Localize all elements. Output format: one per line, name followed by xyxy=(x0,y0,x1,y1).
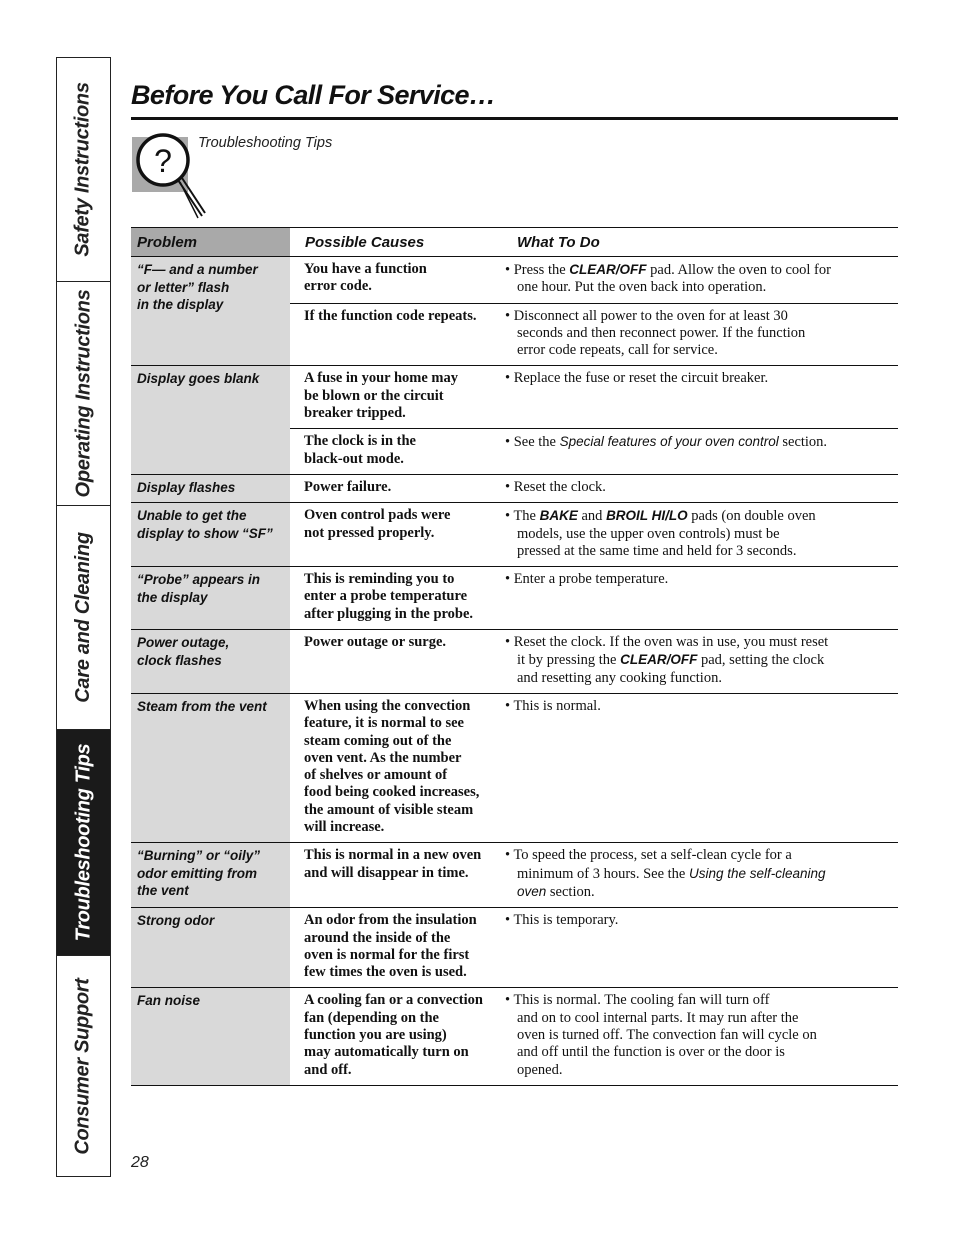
tab-label: Care and Cleaning xyxy=(72,532,94,703)
table-row xyxy=(131,257,898,366)
table-body xyxy=(131,257,898,1086)
cause-row xyxy=(290,630,898,693)
problem-cell: Display flashes xyxy=(131,475,290,502)
cause-row xyxy=(290,843,898,907)
cause-row xyxy=(290,694,898,842)
table-row xyxy=(131,630,898,694)
svg-text:?: ? xyxy=(154,143,172,179)
table-row xyxy=(131,908,898,988)
problem-cell: “F— and a number or letter” flash in the display xyxy=(131,257,290,365)
what-to-do-cell: • Press the CLEAR/OFF pad. Allow the oven to cool for one hour. Put the oven back into operation. xyxy=(505,262,831,296)
possible-cause-cell: A cooling fan or a convection fan (depending on the function you are using) may automatically turn on and off. xyxy=(304,992,483,1078)
what-to-do-cell: • Reset the clock. If the oven was in use, you must reset it by pressing the CLEAR/OFF pad, setting the clock and resetting any cooking function. xyxy=(505,634,829,686)
what-to-do-cell: • The BAKE and BROIL HI/LO pads (on double oven models, use the upper oven controls) must be pressed at the same time and held for 3 seconds. xyxy=(505,508,816,559)
possible-cause-cell: Power outage or surge. xyxy=(304,634,447,651)
cause-row xyxy=(290,428,898,474)
what-to-do-cell: • See the Special features of your oven control section. xyxy=(505,434,828,451)
tab-consumer-support[interactable] xyxy=(57,956,110,1176)
table-row xyxy=(131,567,898,630)
what-to-do-cell: • Enter a probe temperature. xyxy=(505,571,669,588)
possible-cause-cell: When using the convection feature, it is normal to see steam coming out of the oven vent. As the number of shelves or amount of food being cooked increases, the amount of visible steam will increase. xyxy=(304,697,480,836)
what-to-do-cell: • Reset the clock. xyxy=(505,478,606,495)
problem-cell: Strong odor xyxy=(131,908,290,987)
problem-cell: Power outage, clock flashes xyxy=(131,630,290,693)
tab-label: Troubleshooting Tips xyxy=(72,743,95,942)
header-possible-causes: Possible Causes xyxy=(305,233,425,251)
title-rule xyxy=(131,117,898,120)
what-to-do-cell: • To speed the process, set a self-clean cycle for a minimum of 3 hours. See the Using the self-cleaning oven section. xyxy=(505,847,826,900)
tab-care-and-cleaning[interactable] xyxy=(57,506,110,730)
possible-cause-cell: You have a function error code. xyxy=(304,261,427,295)
possible-cause-cell: If the function code repeats. xyxy=(304,307,477,324)
possible-cause-cell: This is normal in a new oven and will disappear in time. xyxy=(304,847,482,881)
troubleshooting-table xyxy=(131,227,898,1086)
side-tab-bar xyxy=(56,57,111,1177)
cause-row xyxy=(290,567,898,629)
section-subtitle: Troubleshooting Tips xyxy=(198,135,333,151)
table-row xyxy=(131,503,898,567)
possible-cause-cell: A fuse in your home may be blown or the circuit breaker tripped. xyxy=(304,370,459,422)
problem-cell: “Probe” appears in the display xyxy=(131,567,290,629)
page-number: 28 xyxy=(131,1154,149,1171)
cause-row xyxy=(290,303,898,366)
cause-row xyxy=(290,908,898,987)
possible-cause-cell: An odor from the insulation around the inside of the oven is normal for the first few times the oven is used. xyxy=(304,912,477,981)
problem-cell: Unable to get the display to show “SF” xyxy=(131,503,290,566)
tab-label: Consumer Support xyxy=(72,977,95,1155)
possible-cause-cell: This is reminding you to enter a probe temperature after plugging in the probe. xyxy=(304,571,474,622)
tab-label: Operating Instructions xyxy=(72,289,94,498)
page-title: Before You Call For Service… xyxy=(131,80,496,110)
tab-safety-instructions[interactable] xyxy=(57,58,110,282)
problem-cell: Fan noise xyxy=(131,988,290,1084)
cause-row xyxy=(290,366,898,428)
tab-label: Safety Instructions xyxy=(72,82,94,257)
table-row xyxy=(131,475,898,503)
possible-cause-cell: The clock is in the black-out mode. xyxy=(304,433,416,467)
table-row xyxy=(131,366,898,474)
cause-row xyxy=(290,475,898,502)
cause-row xyxy=(290,257,898,303)
table-row xyxy=(131,988,898,1085)
what-to-do-cell: • This is temporary. xyxy=(505,912,619,929)
table-row xyxy=(131,694,898,843)
what-to-do-cell: • Replace the fuse or reset the circuit breaker. xyxy=(505,370,769,387)
cause-row xyxy=(290,988,898,1084)
what-to-do-cell: • This is normal. xyxy=(505,697,601,714)
what-to-do-cell: • This is normal. The cooling fan will turn off and on to cool internal parts. It may run after the oven is turned off. The convection fan will cycle on and off until the function is over or the door is opened. xyxy=(505,992,817,1078)
tab-operating-instructions[interactable] xyxy=(57,282,110,506)
header-what-to-do: What To Do xyxy=(517,233,600,251)
header-problem: Problem xyxy=(131,228,290,256)
table-row xyxy=(131,843,898,908)
problem-cell: Steam from the vent xyxy=(131,694,290,842)
possible-cause-cell: Power failure. xyxy=(304,478,392,495)
problem-cell: “Burning” or “oily” odor emitting from the vent xyxy=(131,843,290,907)
tab-troubleshooting-tips[interactable] xyxy=(57,730,110,956)
problem-cell: Display goes blank xyxy=(131,366,290,473)
possible-cause-cell: Oven control pads were not pressed properly. xyxy=(304,507,451,541)
table-header xyxy=(131,227,898,257)
what-to-do-cell: • Disconnect all power to the oven for at least 30 seconds and then reconnect power. If the function error code repeats, call for service. xyxy=(505,307,806,359)
cause-row xyxy=(290,503,898,566)
